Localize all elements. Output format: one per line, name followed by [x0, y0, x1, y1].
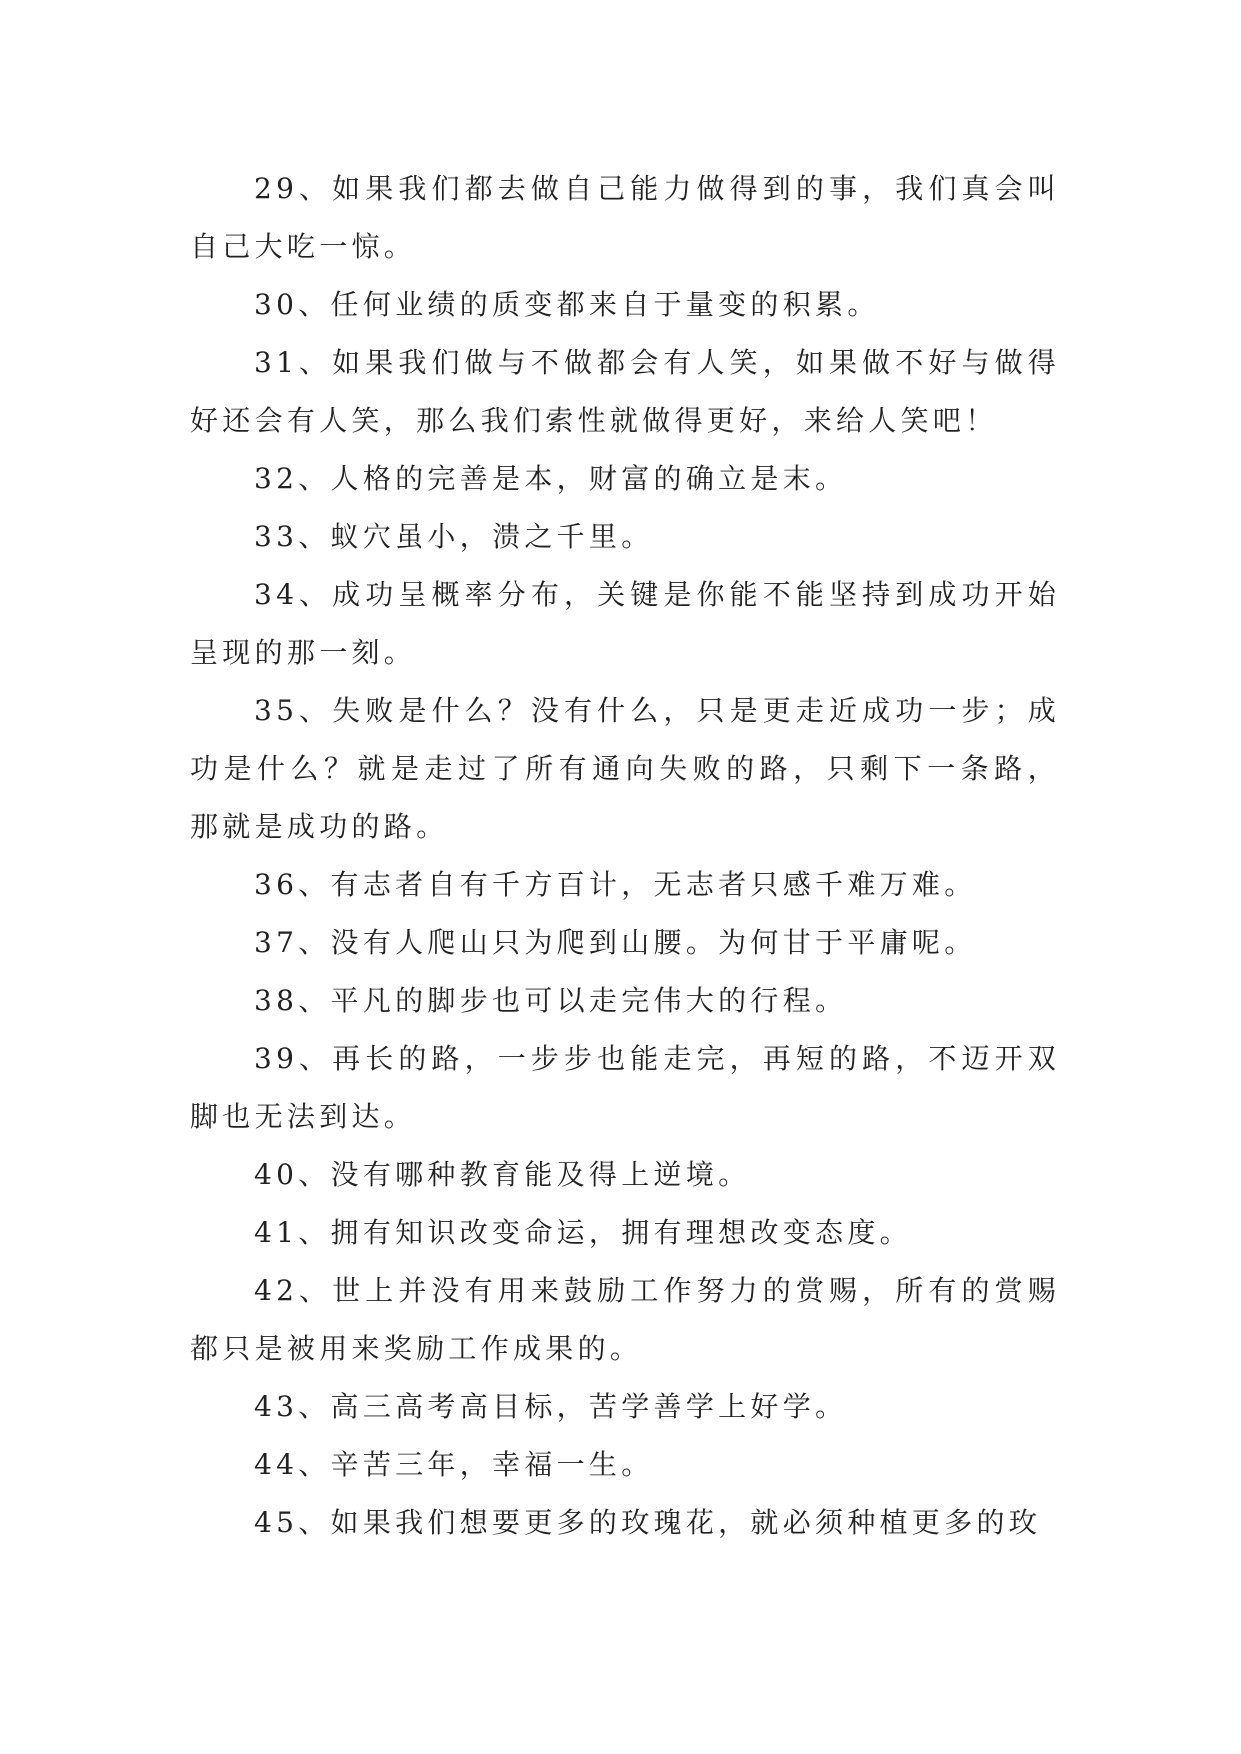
paragraph-34: 34、成功呈概率分布，关键是你能不能坚持到成功开始呈现的那一刻。 — [190, 578, 1060, 669]
paragraph-42: 42、世上并没有用来鼓励工作努力的赏赐，所有的赏赐都只是被用来奖励工作成果的。 — [190, 1274, 1060, 1365]
document-body — [190, 160, 1060, 1552]
paragraph-29: 29、如果我们都去做自己能力做得到的事，我们真会叫自己大吃一惊。 — [190, 172, 1060, 263]
paragraph-32: 32、人格的完善是本，财富的确立是末。 — [254, 462, 848, 495]
paragraph-30: 30、任何业绩的质变都来自于量变的积累。 — [254, 288, 880, 321]
paragraph-36: 36、有志者自有千方百计，无志者只感千难万难。 — [254, 868, 977, 901]
paragraph-38: 38、平凡的脚步也可以走完伟大的行程。 — [254, 984, 848, 1017]
paragraph-43: 43、高三高考高目标，苦学善学上好学。 — [254, 1390, 848, 1423]
paragraph-35: 35、失败是什么？没有什么，只是更走近成功一步；成功是什么？就是走过了所有通向失败的路，只剩下一条路，那就是成功的路。 — [190, 694, 1060, 843]
paragraph-40: 40、没有哪种教育能及得上逆境。 — [254, 1158, 751, 1191]
paragraph-45: 45、如果我们想要更多的玫瑰花，就必须种植更多的玫 — [254, 1506, 1042, 1539]
paragraph-41: 41、拥有知识改变命运，拥有理想改变态度。 — [254, 1216, 912, 1249]
paragraph-31: 31、如果我们做与不做都会有人笑，如果做不好与做得好还会有人笑，那么我们索性就做得更好，来给人笑吧！ — [190, 346, 1060, 437]
paragraph-37: 37、没有人爬山只为爬到山腰。为何甘于平庸呢。 — [254, 926, 977, 959]
paragraph-44: 44、辛苦三年，幸福一生。 — [254, 1448, 654, 1481]
paragraph-33: 33、蚁穴虽小，溃之千里。 — [254, 520, 654, 553]
paragraph-39: 39、再长的路，一步步也能走完，再短的路，不迈开双脚也无法到达。 — [190, 1042, 1060, 1133]
